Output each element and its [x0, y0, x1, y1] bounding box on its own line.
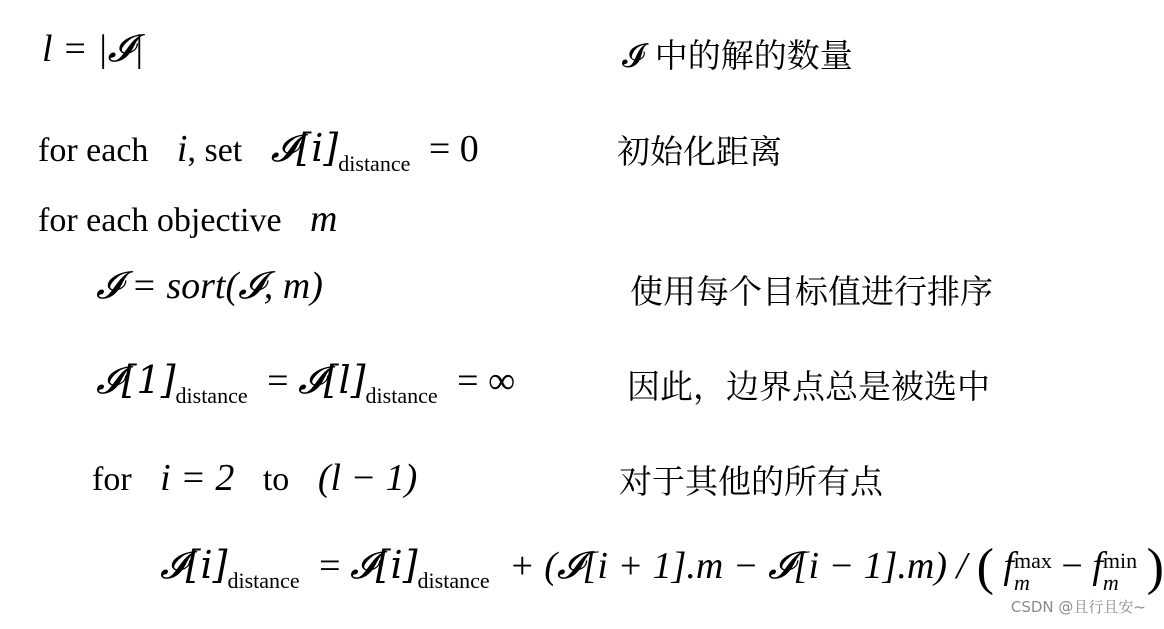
comment-line-1: 𝓘 中的解的数量: [622, 36, 853, 75]
formula-sort: 𝓘 = sort(𝓘, m): [96, 265, 323, 307]
equals-7: =: [319, 545, 341, 587]
formula-line-7: [160, 538, 1164, 597]
lhs-I-i: 𝓘[i]: [160, 543, 228, 587]
rhs-infinity: = ∞: [457, 360, 516, 402]
formula-range: (l − 1): [317, 457, 418, 499]
f-max-scripts: [1014, 550, 1052, 594]
formula-line-3: [38, 197, 337, 241]
f-max-sub: m: [1013, 570, 1030, 595]
minus: −: [1061, 545, 1083, 587]
term-I-1: 𝓘[1]: [96, 358, 176, 402]
sub-distance-b: distance: [365, 383, 438, 408]
text-for-each: for each: [38, 132, 149, 169]
f-min: f: [1092, 545, 1103, 587]
text-to: to: [262, 461, 290, 498]
formula-line-5: [96, 358, 515, 409]
comment-line-2: 初始化距离: [617, 132, 782, 171]
text-for-each-objective: for each objective: [38, 202, 282, 239]
equals: =: [267, 360, 289, 402]
f-min-sub: m: [1102, 570, 1119, 595]
f-max: f: [1003, 545, 1014, 587]
formula-line-1: [42, 27, 144, 71]
f-max-sup: max: [1013, 548, 1052, 573]
f-min-scripts: [1103, 550, 1137, 594]
text-for: for: [92, 461, 132, 498]
formula-line-2: [38, 126, 479, 177]
term-I-l: 𝓘[l]: [298, 358, 366, 402]
comment-line-6: 对于其他的所有点: [619, 462, 883, 501]
lhs-sub-distance: distance: [227, 568, 300, 593]
formula-line-4: [96, 264, 323, 308]
formula-l-equals-cardinality: l = |𝓘|: [42, 28, 144, 70]
formula-i-equals-2: i = 2: [160, 457, 235, 499]
comment-line-4: 使用每个目标值进行排序: [630, 272, 993, 311]
t1-I-i: 𝓘[i]: [350, 543, 418, 587]
comment-line-5: 因此，边界点总是被选中: [627, 367, 990, 406]
csdn-watermark: CSDN @且行且安~: [1010, 598, 1146, 616]
formula-line-6: [92, 456, 417, 500]
sub-distance: distance: [338, 151, 411, 176]
term-difference: + (𝓘[i + 1].m − 𝓘[i − 1].m) /: [509, 545, 968, 587]
var-m: m: [310, 198, 338, 240]
sub-distance-a: distance: [175, 383, 248, 408]
rhs-zero: = 0: [428, 128, 479, 170]
t1-sub-distance: distance: [417, 568, 490, 593]
paren-close: ): [1146, 539, 1164, 596]
term-I-i: 𝓘[i]: [270, 126, 339, 170]
f-min-sup: min: [1102, 548, 1138, 573]
var-i: i: [176, 128, 188, 170]
text-set: , set: [187, 132, 243, 169]
paren-open: (: [976, 539, 994, 596]
